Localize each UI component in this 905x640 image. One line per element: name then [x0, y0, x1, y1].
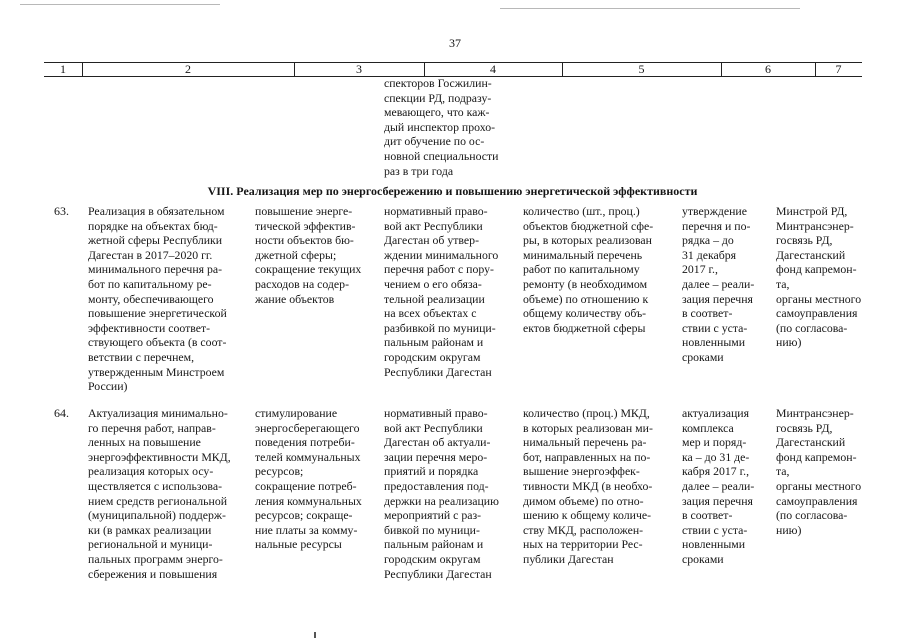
column-number: 1: [60, 62, 66, 76]
row-number: 63.: [54, 204, 69, 218]
text-line: фонд капремон-: [776, 262, 857, 277]
text-line: зация перечня: [682, 291, 753, 306]
text-line: реализация которых осу-: [88, 464, 214, 479]
text-line: далее – реали-: [682, 478, 755, 493]
text-line: та,: [776, 276, 790, 291]
text-line: го перечня работ, направ-: [88, 420, 216, 435]
text-line: джетной сферы;: [255, 247, 337, 262]
text-line: самоуправления: [776, 493, 858, 508]
text-line: та,: [776, 464, 790, 479]
text-line: тивности МКД (в необхо-: [523, 478, 653, 493]
text-line: пальным районам и: [384, 537, 484, 552]
text-line: новной специальности: [384, 148, 499, 163]
deadline-cell: [682, 204, 767, 365]
text-line: расходов на содер-: [255, 276, 350, 291]
column-number: 6: [765, 62, 771, 76]
text-line: (по согласова-: [776, 508, 848, 523]
text-line: сроками: [682, 349, 724, 364]
text-line: ка – до 31 де-: [682, 449, 750, 464]
text-line: вой акт Республики: [384, 420, 483, 435]
column-number: 3: [356, 62, 362, 76]
text-line: стимулирование: [255, 406, 338, 420]
text-line: кабря 2017 г.,: [682, 464, 750, 479]
text-line: (по согласова-: [776, 320, 848, 335]
text-line: димом объеме) по отно-: [523, 493, 644, 508]
text-line: органы местного: [776, 291, 862, 306]
text-line: городским округам: [384, 551, 481, 566]
text-line: сбережения и повышения: [88, 566, 218, 581]
text-line: бот, направленных на по-: [523, 449, 651, 464]
text-line: самоуправления: [776, 306, 858, 321]
text-line: порядке на объектах бюд-: [88, 218, 218, 233]
text-line: утверждение: [682, 204, 747, 218]
text-line: раз в три года: [384, 163, 454, 178]
text-line: минимального перечня ра-: [88, 262, 223, 277]
text-line: тельной реализации: [384, 291, 485, 306]
text-line: нию): [776, 522, 802, 537]
text-line: дит обучение по ос-: [384, 134, 485, 149]
text-line: новленными: [682, 537, 746, 552]
column-number: 7: [835, 62, 842, 76]
text-line: перечня и по-: [682, 218, 751, 233]
text-line: сроками: [682, 551, 724, 566]
text-line: мер и поряд-: [682, 435, 747, 450]
text-line: дый инспектор прохо-: [384, 119, 496, 134]
text-line: повышение энерге-: [255, 204, 353, 218]
column-number: 4: [490, 62, 496, 76]
text-line: нимальный перечень ра-: [523, 435, 647, 450]
indicator-cell: [523, 406, 672, 567]
text-line: ствующего объекта (в соот-: [88, 335, 227, 350]
text-line: ры, в которых реализован: [523, 233, 652, 248]
text-line: Минтрансэнер-: [776, 406, 854, 420]
text-line: вой акт Республики: [384, 218, 483, 233]
scan-artifact-bottom: [314, 632, 316, 638]
column-number: 2: [185, 62, 191, 76]
text-line: эффективности соответ-: [88, 320, 211, 335]
text-line: госвязь РД,: [776, 420, 833, 435]
text-line: приятий и порядка: [384, 464, 479, 479]
text-line: ству МКД, расположен-: [523, 522, 644, 537]
text-line: на всех объектах с: [384, 306, 477, 321]
text-line: ремонту (в необходимом: [523, 276, 648, 291]
text-line: ществляется с использова-: [88, 478, 223, 493]
text-line: поведения потреби-: [255, 435, 355, 450]
text-line: ветствии с перечнем,: [88, 349, 195, 364]
document-cell: [384, 204, 512, 379]
text-line: в соответ-: [682, 306, 733, 321]
text-line: в которых реализован ми-: [523, 420, 653, 435]
document-cell: [384, 406, 512, 581]
column-number: 5: [638, 62, 645, 76]
text-line: далее – реали-: [682, 276, 755, 291]
scan-artifact-top-right: [500, 8, 800, 9]
text-line: нормативный право-: [384, 406, 488, 420]
text-line: объектов бюджетной сфе-: [523, 218, 654, 233]
indicator-cell: [523, 204, 672, 335]
text-line: сокращение текущих: [255, 262, 362, 277]
text-line: Республики Дагестан: [384, 566, 492, 581]
text-line: (муниципальной) поддерж-: [88, 508, 226, 523]
text-line: ных на территории Рес-: [523, 537, 643, 552]
text-line: органы местного: [776, 478, 862, 493]
text-line: 31 декабря: [682, 247, 737, 262]
result-cell: [255, 406, 373, 552]
section-title: VIII. Реализация мер по энергосбережению и повышению энергетической эффективности: [207, 184, 698, 198]
text-line: ждении минимального: [384, 247, 499, 262]
text-line: телей коммунальных: [255, 449, 361, 464]
deadline-cell: [682, 406, 767, 567]
scan-artifact-top: [20, 4, 220, 5]
text-line: Дагестанский: [776, 435, 846, 450]
text-line: повышение энергетической: [88, 306, 227, 321]
text-line: региональной и муници-: [88, 537, 213, 552]
text-line: объеме) по отношению к: [523, 291, 649, 306]
column-number-header: [44, 62, 862, 77]
text-line: нормативный право-: [384, 204, 488, 218]
text-line: вышение энергоэффек-: [523, 464, 640, 479]
text-line: 2017 г.,: [682, 262, 718, 277]
text-line: шению к общему количе-: [523, 508, 652, 523]
text-line: перечня работ с пору-: [384, 262, 494, 277]
text-line: ектов бюджетной сферы: [523, 320, 646, 335]
text-line: бот по капитальному ре-: [88, 276, 212, 291]
page-number: 37: [449, 36, 461, 50]
text-line: жание объектов: [255, 291, 335, 306]
text-line: ления коммунальных: [255, 493, 362, 508]
text-line: ствии с уста-: [682, 320, 748, 335]
text-line: рядка – до: [682, 233, 734, 248]
text-line: держки на реализацию: [384, 493, 499, 508]
text-line: чением о его обяза-: [384, 276, 482, 291]
text-line: количество (шт., проц.): [523, 204, 640, 218]
text-line: Дагестан об актуали-: [384, 435, 491, 450]
text-line: Дагестан в 2017–2020 гг.: [88, 247, 213, 262]
text-line: тической эффектив-: [255, 218, 356, 233]
text-line: Дагестанский: [776, 247, 846, 262]
text-line: ствии с уста-: [682, 522, 748, 537]
continuation-cell-col4: [384, 76, 512, 178]
text-line: нию): [776, 335, 802, 350]
text-line: мевающего, что каж-: [384, 105, 490, 120]
text-line: сокращение потреб-: [255, 478, 357, 493]
text-line: ресурсов; сокраще-: [255, 508, 353, 523]
text-line: ресурсов;: [255, 464, 304, 479]
measure-cell: [88, 406, 244, 581]
text-line: Актуализация минимально-: [88, 406, 228, 420]
responsible-cell: [776, 406, 868, 537]
text-line: пальным районам и: [384, 335, 484, 350]
text-line: Республики Дагестан: [384, 364, 492, 379]
text-line: спекции РД, подразу-: [384, 90, 492, 105]
result-cell: [255, 204, 373, 306]
text-line: ности объектов бю-: [255, 233, 354, 248]
text-line: Минстрой РД,: [776, 204, 848, 218]
text-line: спекторов Госжилин-: [384, 76, 492, 90]
text-line: ленных на повышение: [88, 435, 201, 450]
text-line: зации перечня меро-: [384, 449, 488, 464]
text-line: нием средств региональной: [88, 493, 228, 508]
measure-cell: [88, 204, 244, 394]
row-number: 64.: [54, 406, 69, 420]
text-line: пальных программ энерго-: [88, 551, 223, 566]
text-line: мероприятий с раз-: [384, 508, 482, 523]
text-line: городским округам: [384, 349, 481, 364]
text-line: актуализация: [682, 406, 750, 420]
text-line: разбивкой по муници-: [384, 320, 496, 335]
text-line: Дагестан об утвер-: [384, 233, 479, 248]
text-line: нальные ресурсы: [255, 537, 342, 552]
text-line: предоставления под-: [384, 478, 489, 493]
text-line: Минтрансэнер-: [776, 218, 854, 233]
text-line: работ по капитальному: [523, 262, 640, 277]
text-line: бивкой по муници-: [384, 522, 480, 537]
text-line: в соответ-: [682, 508, 733, 523]
text-line: новленными: [682, 335, 746, 350]
text-line: минимальный перечень: [523, 247, 643, 262]
text-line: госвязь РД,: [776, 233, 833, 248]
text-line: энергосберегающего: [255, 420, 360, 435]
text-line: количество (проц.) МКД,: [523, 406, 650, 420]
text-line: энергоэффективности МКД,: [88, 449, 231, 464]
text-line: комплекса: [682, 420, 734, 435]
text-line: общему количеству объ-: [523, 306, 647, 321]
text-line: ки (в рамках реализации: [88, 522, 212, 537]
text-line: монту, обеспечивающего: [88, 291, 214, 306]
text-line: зация перечня: [682, 493, 753, 508]
responsible-cell: [776, 204, 868, 350]
text-line: фонд капремон-: [776, 449, 857, 464]
text-line: России): [88, 379, 128, 394]
text-line: утвержденным Минстроем: [88, 364, 225, 379]
text-line: Реализация в обязательном: [88, 204, 225, 218]
text-line: публики Дагестан: [523, 551, 614, 566]
text-line: ние платы за комму-: [255, 522, 358, 537]
text-line: жетной сферы Республики: [88, 233, 223, 248]
